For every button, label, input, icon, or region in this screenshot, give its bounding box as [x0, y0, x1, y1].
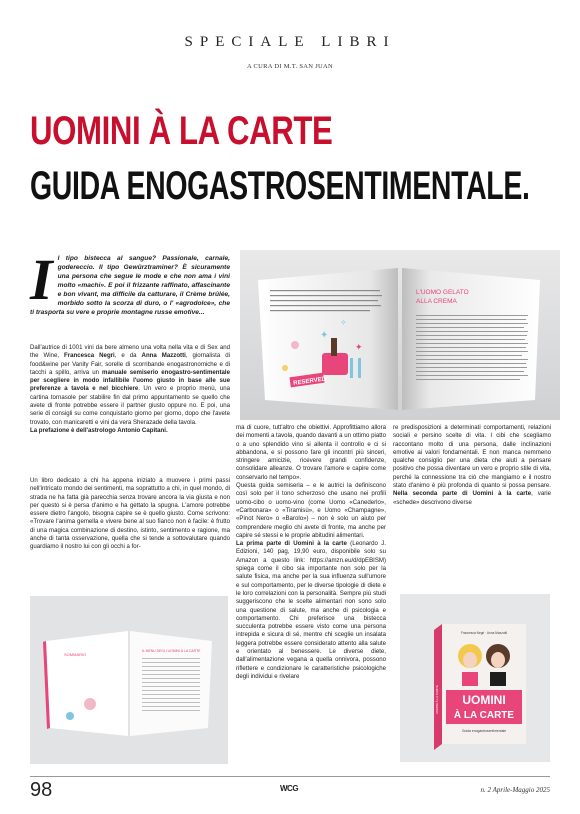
byline: A CURA DI M.T. SAN JUAN: [246, 63, 334, 70]
text-highlight: manuale semiserio enogastro-sentimentale per scegliere in modo infallibile l'uomo giusto in base alle sue preferenze a tavola e nel bicchiere: [30, 368, 230, 393]
text-run: , varie «schede» descrivono diverse: [393, 490, 551, 506]
paragraph: Questa guida semiseria – e le autrici la definiscono così solo per il tono scherzoso che usano nei profili uomo-cibo o uomo-vino (come Uomo «Canederlo», «Carbonara» o «Tiramisù», e Uomo «Champagne», «Pinot Nero» o «Barolo») – non è solo un aiuto per comprendere meglio chi avete di fronte, ma anche per capire sé stessi e le proprie abitudini alimentari.: [236, 482, 386, 539]
cover-title-1: UOMINI: [462, 693, 506, 707]
text-highlight: La prima parte di Uomini à la carte: [236, 540, 347, 548]
menu-heading: IL MENU DEGLI UOMINI À LA CARTE: [142, 649, 201, 653]
book-cover-illustration: [400, 594, 550, 762]
article-column-1b: Un libro dedicato a chi ha appena iniziato a muovere i primi passi nell'intricato mondo dei sentimenti, ma soprattutto a chi, in quel mondo, di strada ne ha fatta già parecchia senza trovare ancora la via giusta e non per questo si è persa d'animo e ha gettato la spugna. L'amore potrebbe essere dietro l'angolo, bisogna capire se è quello giusto. Come scrivono: «Trovare l'anima gemella e vivere bene al suo fianco non è facile: è frutto di una magica combinazione di destino, istinto, sentimento e ragione, ma anche di tanta osservazione, quella che si tende a sottovalutare quando guardiamo il nostro lui con gli occhi a for-: [30, 477, 230, 551]
text-run: re predisposizioni a determinati comportamenti, relazioni sociali e persino scelte di vita. I cibi che scegliamo raccontano molto di una persona, dalle inclinazioni emotive ai valori fondamentali. E non manca nemmeno qualche consiglio per una dieta che aiuti a pensare positivo che possa diventare un vero e proprio stile di vita, perché la connessione tra ciò che mangiamo e il nostro stato d'animo è più profonda di quanto si possa pensare.: [393, 424, 551, 490]
open-book-small-image: [30, 596, 228, 764]
paragraph: ma di cuore, tutt'altro che obiettivi. Approfittiamo allora dei momenti a tavola, quando davanti a un ottimo piatto o a uno splendido vino si allenta il controllo e ci si abbandona, e si possono fare gli incontri più sinceri, stringere amicizie, ricevere grandi confidenze, consolidare alleanze. O trovare l'amore e capire come conservarlo nel tempo».: [236, 424, 386, 481]
reserved-sign: RESERVED: [292, 376, 327, 387]
svg-text:✦: ✦: [355, 342, 363, 352]
contents-label: SOMMARIO: [64, 652, 87, 657]
preface-note: La prefazione è dell'astrologo Antonio Capitani.: [30, 426, 168, 434]
title-line-1: UOMINI À LA CARTE: [30, 109, 333, 153]
svg-text:✦: ✦: [320, 330, 329, 341]
article-column-3: [393, 424, 551, 507]
author-name: Anna Mazzotti: [141, 352, 186, 360]
book-chapter-heading-1: L'UOMO GELATO: [416, 289, 469, 296]
text-run: , giornalista di food&wine per Vanity Fair, sorelle di scorribande enogastronomiche e di tacchi a spillo, arriva un: [30, 352, 230, 376]
book-cover-image: [400, 594, 550, 762]
page-number: 98: [30, 779, 53, 801]
article-column-2: [236, 424, 386, 681]
text-highlight: Nella seconda parte di Uomini à la carte: [393, 490, 532, 498]
title-line-2: GUIDA ENOGASTROSENTIMENTALE.: [30, 164, 530, 208]
svg-text:✧: ✧: [340, 318, 347, 327]
cover-title-2: À LA CARTE: [453, 710, 515, 721]
text-run: (Leonardo J. Edizioni, 140 pag, 19,90 euro, disponibile solo su Amazon a questo link: https://amzn.eu/d/dpEBISM) spiega come il cibo sia importante non solo per la salute fisica, ma anche per la sua influenza sull'umore e sul comportamento, per le diverse tipologie di diete e le loro correlazioni con la personalità. Sempre più studi suggeriscono che le scelte alimentari non sono solo una questione di salute, ma anche di psicologia e comportamento. Chi preferisce una bistecca succulenta potrebbe essere visto come una persona intrepida e sicura di sé, mentre chi sceglie un insalata leggera potrebbe essere considerato attento alla salute e orientato al benessere. Le diverse diete, dall'alimentazione vegana a quella onnivora, possono riflettere e condizionare le caratteristiche psicologiche degli individui e rivelare: [236, 540, 386, 680]
issue-info: n. 2 Aprile-Maggio 2025: [480, 786, 550, 794]
text-run: Dall'autrice di 1001 vini da bere almeno una volta nella vita e di Sex and the Wine,: [30, 344, 230, 360]
drop-cap: I: [30, 247, 53, 312]
cover-authors: Francesca Negri · Anna Mazzotti: [460, 631, 508, 635]
article-column-1a: [30, 344, 230, 435]
book-chapter-heading-2: ALLA CREMA: [416, 298, 457, 305]
magazine-logo: WCG: [280, 784, 299, 793]
cover-subtitle: Guida enogastrosentimentale: [461, 729, 507, 733]
open-book-image: [240, 250, 560, 420]
text-run: , e da: [114, 352, 142, 360]
cover-spine: UOMINI À LA CARTE: [435, 685, 439, 714]
text-run: . Un vero e proprio menù, una cartina tornasole per stabilire fin dal primo appuntamento se quello che avete di fronte potrebbe essere il partner giusto oppure no. E poi, una serie di consigli su come conquistarlo giorno per giorno, dopo che l'avete trovato, con manicaretti e vini da vera Sherazade della tavola.: [30, 385, 230, 426]
footer-divider: [30, 776, 550, 777]
author-name: Francesca Negri: [64, 352, 115, 360]
open-book-illustration: [240, 250, 560, 420]
open-book-small-illustration: [30, 596, 228, 764]
lead-paragraph: [30, 247, 230, 317]
lead-text: l tipo bistecca al sangue? Passionale, carnale, godereccio. Il tipo Gewürztraminer? È sicuramente una persona che segue le mode e che non ama i vini molto «machi». E poi il frizzante raffinato, affascinante e bon vivant, ma difficile da catturare, il Crème brûlée, morbido sotto la scorza di duro, o l' «agrodolce», che ti trasporta su vere e proprie montagne russe emotive...: [30, 255, 230, 316]
section-kicker: SPECIALE LIBRI: [184, 34, 396, 50]
